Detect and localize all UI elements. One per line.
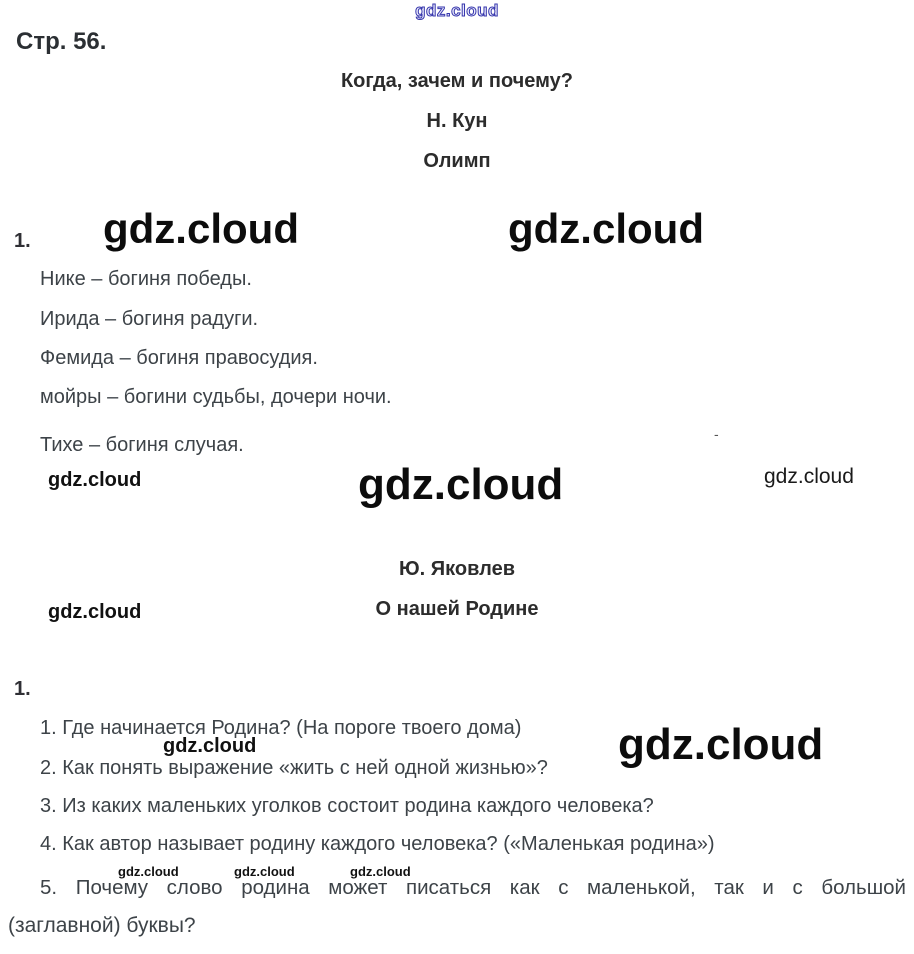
question-line-continuation: (заглавной) буквы? [8, 914, 196, 937]
list-item: Тихе – богиня случая. [40, 434, 244, 456]
watermark-tiny-1: gdz.cloud [118, 864, 179, 879]
watermark-big-4: gdz.cloud [618, 720, 824, 769]
question-line: 5. Почему слово родина может писаться как с маленькой, так и с большой [40, 876, 906, 899]
question-line: 2. Как понять выражение «жить с ней одной жизнью»? [40, 757, 548, 779]
section2-author: Ю. Яковлев [399, 558, 515, 580]
watermark-big-1: gdz.cloud [103, 205, 299, 252]
watermark-small-left-2: gdz.cloud [48, 601, 142, 623]
question-line: 4. Как автор называет родину каждого человека? («Маленькая родина») [40, 833, 715, 855]
section1-subtitle: Олимп [423, 150, 491, 172]
section1-task-number: 1. [14, 230, 31, 252]
list-item: Фемида – богиня правосудия. [40, 347, 318, 369]
watermark-big-3: gdz.cloud [358, 460, 564, 509]
section1-title: Когда, зачем и почему? [340, 70, 574, 92]
list-item: Нике – богиня победы. [40, 268, 252, 290]
watermark-top-blue: gdz.cloud [415, 1, 499, 20]
question-line: 3. Из каких маленьких уголков состоит родина каждого человека? [40, 795, 654, 817]
watermark-tiny-2: gdz.cloud [234, 864, 295, 879]
watermark-tiny-3: gdz.cloud [350, 864, 411, 879]
page-number-label: Стр. 56. [16, 28, 107, 55]
question-line: 1. Где начинается Родина? (На пороге твоего дома) [40, 717, 522, 739]
section1-author: Н. Кун [426, 110, 488, 132]
scan-dash-artifact: - [714, 426, 719, 442]
watermark-medium-right: gdz.cloud [764, 465, 854, 488]
watermark-small-inline: gdz.cloud [163, 735, 257, 757]
list-item: мойры – богини судьбы, дочери ночи. [40, 386, 392, 408]
watermark-small-left-1: gdz.cloud [48, 469, 142, 491]
section2-title: О нашей Родине [375, 598, 539, 620]
list-item: Ирида – богиня радуги. [40, 308, 259, 330]
watermark-big-2: gdz.cloud [508, 205, 704, 252]
section2-task-number: 1. [14, 678, 31, 700]
